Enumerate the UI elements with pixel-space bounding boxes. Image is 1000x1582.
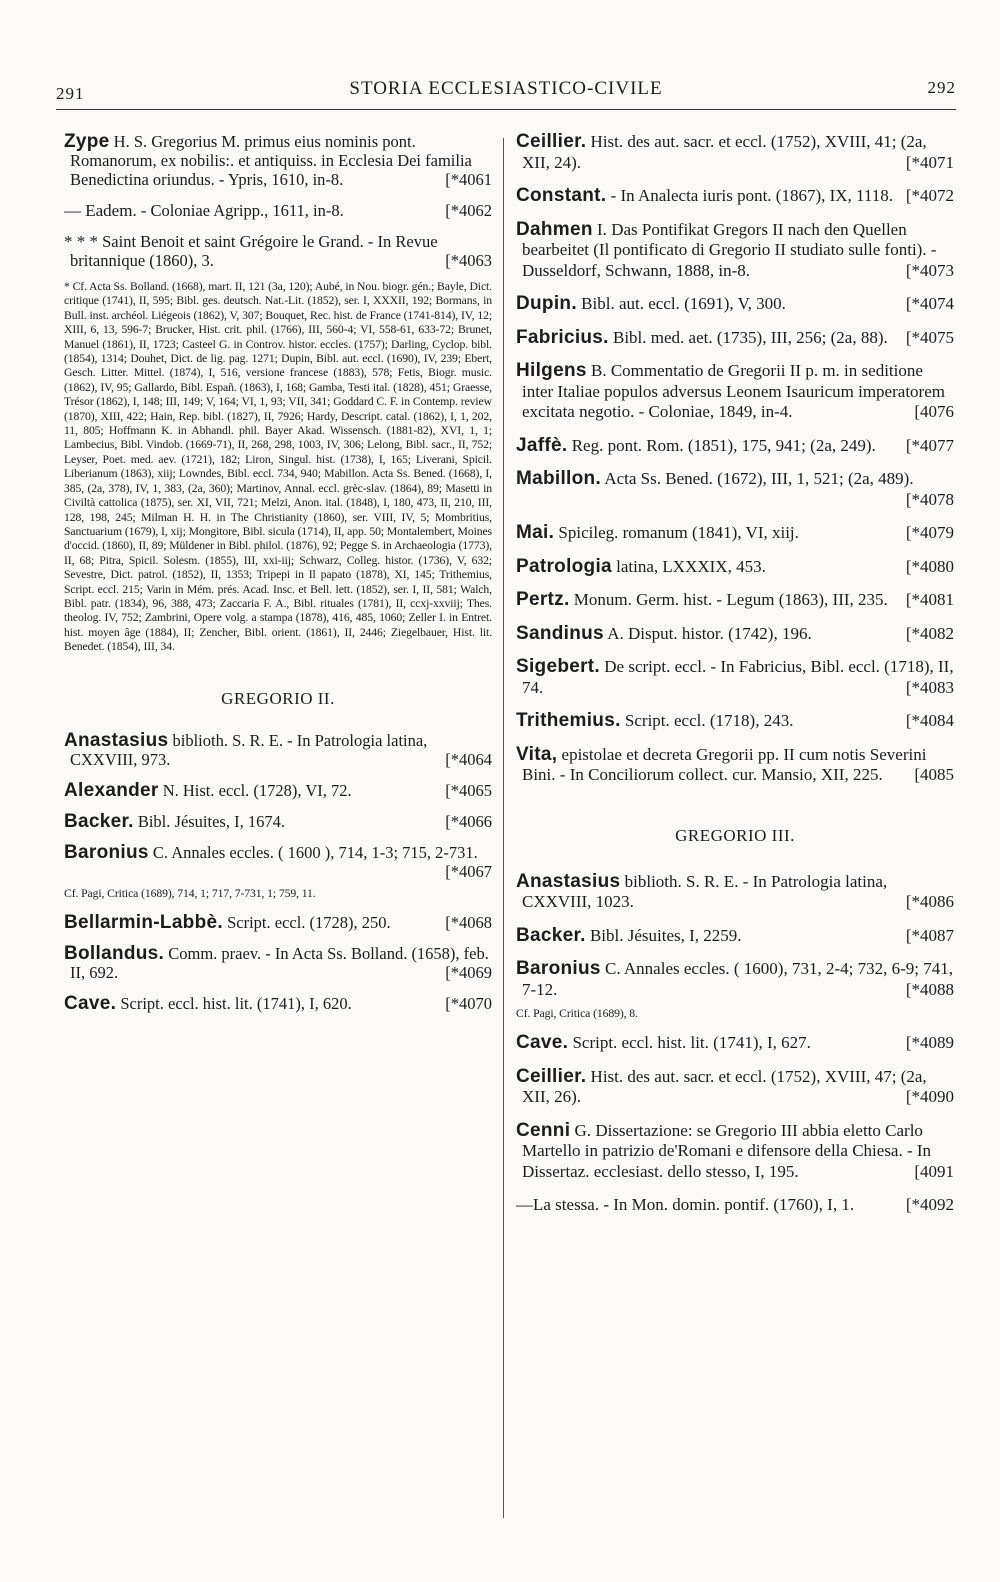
- entry-number: [*4068: [445, 912, 492, 932]
- note-pagi-right: Cf. Pagi, Critica (1689), 8.: [516, 1007, 638, 1020]
- entry-text: Script. eccl. (1718), 243.: [624, 711, 794, 730]
- entry-author: Baronius: [516, 958, 601, 979]
- page-number-right: 292: [927, 78, 956, 97]
- entry-author: Cave.: [64, 992, 117, 1014]
- bibliography-entry: [516, 926, 954, 947]
- entry-author: Constant.: [516, 185, 607, 206]
- entry-text: - Coloniae Agripp., 1611, in-8.: [140, 201, 344, 220]
- bibliography-entry: [516, 624, 954, 645]
- entry-text: Reg. pont. Rom. (1851), 175, 941; (2a, 249).: [571, 435, 876, 455]
- entry-text: Annales eccles. ( 1600 ), 714, 1-3; 715, 2-731.: [171, 842, 478, 862]
- bibliography-entry: [516, 1195, 954, 1216]
- section-heading-gregorio-ii: GREGORIO II.: [221, 688, 335, 708]
- entry-author: Dahmen: [516, 218, 593, 240]
- bibliography-entry: [516, 959, 954, 1000]
- entry-text: Monum. Germ. hist. - Legum (1863), III, 235.: [573, 590, 888, 609]
- entry-author: Mai.: [516, 522, 555, 543]
- entry-author: Jaffè.: [516, 434, 568, 456]
- entry-number: [*4063: [445, 251, 492, 270]
- bibliography-entry: [516, 186, 954, 207]
- entry-text: latina, LXXXIX, 453.: [616, 556, 766, 576]
- entry-number: [*4088: [905, 979, 954, 999]
- entry-number: [*4077: [905, 435, 954, 455]
- bibliography-entry: [516, 590, 954, 611]
- bibliography-entry: [516, 436, 954, 457]
- entry-author: Trithemius.: [516, 710, 621, 731]
- entry-number: [*4071: [905, 152, 954, 172]
- entry-author: Bollandus.: [64, 942, 165, 964]
- entry-number: [*4078: [905, 489, 954, 509]
- bibliography-entry: [64, 994, 492, 1013]
- entry-initials: C.: [605, 959, 621, 978]
- entry-author: * * *: [64, 232, 98, 251]
- entry-text: Hist. des aut. sacr. et eccl. (1752), XVIII, 47; (2a, XII, 26).: [522, 1066, 927, 1107]
- entry-number: [*4087: [905, 925, 954, 945]
- entry-author: Backer.: [516, 924, 586, 946]
- bibliography-entry: [64, 731, 492, 769]
- right-entries-3: [516, 1033, 954, 1216]
- entry-number: [*4080: [905, 556, 954, 576]
- section-heading-gregorio-iii: GREGORIO III.: [675, 825, 795, 845]
- entry-initials: A.: [607, 623, 624, 643]
- running-title: STORIA ECCLESIASTICO-CIVILE: [349, 78, 663, 99]
- entry-text: Bibl. Jésuites, I, 2259.: [589, 925, 742, 945]
- entry-author: Baronius: [64, 841, 149, 863]
- entry-number: [*4066: [445, 811, 492, 831]
- entry-number: [*4089: [905, 1033, 954, 1053]
- entry-author: Sandinus: [516, 622, 604, 644]
- entry-text: Bibl. med. aet. (1735), III, 256; (2a, 88).: [613, 327, 888, 347]
- entry-number: [*4069: [445, 962, 492, 982]
- entry-text: Acta Ss. Bened. (1672), III, 1, 521; (2a, 489).: [604, 469, 914, 488]
- entry-initials: N.: [162, 780, 179, 800]
- entry-text: Script. eccl. (1728), 250.: [227, 912, 391, 932]
- entry-number: [*4073: [905, 260, 954, 280]
- entry-number: [4076: [914, 402, 954, 421]
- entry-author: Anastasius: [516, 870, 621, 892]
- left-column: [64, 132, 492, 1025]
- entry-text: De script. eccl. - In Fabricius, Bibl. eccl. (1718), II, 74.: [522, 657, 954, 697]
- bibliography-entry: [516, 1033, 954, 1054]
- entry-author: Cenni: [516, 1119, 571, 1141]
- entry-text: Script. eccl. hist. lit. (1741), I, 620.: [120, 993, 352, 1013]
- entry-number: [4085: [914, 765, 954, 784]
- left-entries-2: [64, 731, 492, 881]
- entry-author: Zype: [64, 132, 110, 152]
- entry-text: Comm. praev. - In Acta Ss. Bolland. (1658), feb. II, 692.: [70, 943, 489, 982]
- right-entries-2: [516, 872, 954, 1001]
- entry-author: Vita,: [516, 743, 558, 765]
- entry-number: [*4064: [445, 749, 492, 769]
- bibliography-entry: [64, 132, 492, 189]
- bibliography-entry: [64, 944, 492, 982]
- entry-author: Ceillier.: [516, 132, 587, 152]
- entry-number: [*4065: [445, 780, 492, 800]
- entry-text: Das Pontifikat Gregors II nach den Quellen bearbeitet (Il pontificato di Gregorio II studiato sulle fonti). - Dusseldorf, Schwann, 1888, in-8.: [522, 219, 937, 280]
- entry-number: [*4075: [905, 327, 954, 347]
- entry-text: Script. eccl. hist. lit. (1741), I, 627.: [572, 1033, 811, 1053]
- entry-text: Bibl. Jésuites, I, 1674.: [137, 811, 285, 831]
- entry-text: Commentatio de Gregorii II p. m. in seditione inter Italiae populos adversus Leonem Isauricum imperatorem excitata negotio. - Coloniae, 1849, in-4.: [522, 361, 945, 421]
- bibliography-entry: [516, 1067, 954, 1108]
- entry-text: Saint Benoit et saint Grégoire le Grand. - In Revue britannique (1860), 3.: [70, 232, 438, 270]
- right-column: [516, 132, 954, 1229]
- bibliography-entry: [64, 843, 492, 881]
- bibliography-entry: [516, 132, 954, 173]
- entry-text: Disput. histor. (1742), 196.: [628, 623, 812, 643]
- entry-number: [*4086: [905, 892, 954, 911]
- entry-number: [*4083: [905, 677, 954, 697]
- entry-author: Ceillier.: [516, 1065, 587, 1087]
- entry-number: [4091: [914, 1161, 954, 1181]
- bibliography-entry: [516, 523, 954, 544]
- entry-author: Cave.: [516, 1032, 569, 1054]
- entry-number: [*4067: [445, 861, 492, 881]
- left-entries-3: [64, 913, 492, 1013]
- entry-author: — Eadem.: [64, 201, 137, 220]
- entry-author: Fabricius.: [516, 326, 609, 348]
- bibliography-entry: [64, 781, 492, 800]
- bibliography-entry: [516, 657, 954, 698]
- entry-text: biblioth. S. R. E. - In Patrologia latina, CXXVIII, 1023.: [522, 871, 888, 911]
- entry-number: [*4092: [905, 1195, 954, 1215]
- bibliography-entry: [516, 872, 954, 913]
- entry-author: Hilgens: [516, 360, 587, 381]
- entry-text: biblioth. S. R. E. - In Patrologia latina, CXXVIII, 973.: [70, 730, 428, 769]
- entry-initials: G.: [574, 1120, 592, 1140]
- right-entries-1: [516, 132, 954, 786]
- entry-text: epistolae et decreta Gregorii pp. II cum notis Severini Bini. - In Conciliorum collect. cur. Mansio, XII, 225.: [522, 744, 927, 784]
- bibliography-entry: [516, 711, 954, 732]
- page-number-left: 291: [56, 84, 85, 103]
- entry-initials: I.: [597, 219, 607, 239]
- entry-author: Bellarmin-Labbè.: [64, 911, 223, 933]
- entry-number: [*4061: [445, 170, 492, 189]
- bibliography-entry: [516, 328, 954, 349]
- entry-number: [*4081: [905, 590, 954, 609]
- entry-text: Spicileg. romanum (1841), VI, xiij.: [558, 523, 799, 542]
- note-pagi-left: Cf. Pagi, Critica (1689), 714, 1; 717, 7-731, 1; 759, 11.: [64, 886, 316, 900]
- entry-initials: B.: [590, 361, 607, 380]
- entry-author: Sigebert.: [516, 656, 600, 677]
- entry-author: Patrologia: [516, 555, 612, 577]
- entry-text: Annales eccles. ( 1600), 731, 2-4; 732, 6-9; 741, 7-12.: [522, 959, 953, 999]
- bibliography-entry: [64, 812, 492, 831]
- entry-text: Hist. eccl. (1728), VI, 72.: [182, 780, 352, 800]
- entry-author: Anastasius: [64, 729, 169, 751]
- entry-author: Mabillon.: [516, 468, 602, 489]
- header-rule: [56, 109, 956, 110]
- entry-author: Alexander: [64, 779, 159, 801]
- column-divider: [503, 138, 504, 1518]
- bibliography-entry: [516, 220, 954, 282]
- entry-author: Pertz.: [516, 589, 570, 610]
- entry-initials: H.: [113, 132, 130, 151]
- entry-number: [*4079: [905, 523, 954, 542]
- bibliography-entry: [516, 1121, 954, 1183]
- left-entries-1: [64, 132, 492, 270]
- entry-number: [*4070: [445, 993, 492, 1013]
- entry-number: [*4074: [905, 294, 954, 313]
- bibliography-entry: [516, 294, 954, 315]
- entry-author: Backer.: [64, 810, 134, 832]
- entry-number: [*4072: [905, 186, 954, 205]
- entry-author: Dupin.: [516, 293, 577, 314]
- entry-text: Hist. des aut. sacr. et eccl. (1752), XVIII, 41; (2a, XII, 24).: [522, 132, 927, 172]
- entry-author: —La stessa.: [516, 1195, 600, 1215]
- running-header: [56, 78, 956, 106]
- entry-text: Dissertazione: se Gregorio III abbia eletto Carlo Martello in patrizio de'Romani e difensore della Chiesa. - In Dissertaz. ecclesiast. dello stesso, I, 195.: [522, 1120, 932, 1181]
- entry-text: S. Gregorius M. primus eius nominis pont. Romanorum, ex nobilis:. et antiquiss. in Ecclesia Dei familia Benedictina oriundus. - Ypris, 1610, in-8.: [70, 132, 472, 189]
- bibliography-entry: [516, 469, 954, 510]
- bibliography-entry: [64, 232, 492, 270]
- entry-text: - In Mon. domin. pontif. (1760), I, 1.: [603, 1195, 855, 1215]
- entry-text: - In Analecta iuris pont. (1867), IX, 1118.: [610, 186, 894, 205]
- entry-initials: C.: [152, 842, 169, 862]
- bibliography-entry: [516, 745, 954, 786]
- entry-number: [*4062: [445, 201, 492, 220]
- bibliography-entry: [516, 557, 954, 578]
- entry-number: [*4082: [905, 623, 954, 643]
- entry-number: [*4090: [905, 1087, 954, 1107]
- footnote-gregorio-i: * Cf. Acta Ss. Bolland. (1668), mart. II, 121 (3a, 120); Aubé, in Nou. biogr. gén.; Bayle, Dict. critique (1741), II, 595; Bibl. ges. deutsch. Nat.-Lit. (1852), ser. I, XXXII, 192; Bormans, in Bull. inst. archéol. Liégeois (1862), V, 307; Bouquet, Rec. hist. de France (1741-814), IV, 12; XIII, 6, 13, 596-7; Brucker, Hist. crit. phil. (1766), III, 560-4; VI, 558-61, 633-72; Brunet, Manuel (1861), II, 1723; Casteel G. in Controv. histor. eccles. (1757); Darling, Cyclop. bibl. (1854), 1314; Douhet, Dict. de lig. pag. 1271; Dupin, Bibl. aut. eccl. (1690), IV, 239; Ebert, Gesch. Litter. Mittel. (1874), I, 516, versione francese (1883), 578; Fetis, Biogr. music. (1862), IV, 95; Gallardo, Bibl. Españ. (1863), I, 168; Gamba, Testi ital. (1828), 451; Graesse, Trésor (1862), I, 148; III, 149; V, 164; VI, 1, 93; VII, 341; Goddard C. F. in Contemp. review (1870), XIII, 422; Hain, Rep. bibl. (1827), II, 7926; Hardy, Descript. catal. (1862), I, 1, 202, 11, 805; Hoffmann K. in Abhandl. phil. Bayer Akad. Wissensch. (1881-82), XVI, 1, 1; Lambecius, Bibl. Vindob. (1669-71), II, 268, 298, 1003, IV, 306; Lelong, Bibl. sacr., II, 752; Leyser, Poet. med. aev. (1721), 182; Liron, Singul. hist. (1738), I, 165; Liverani, Spicil. Liberianum (1863), xiij; Lowndes, Bibl. eccl. 734, 940; Mabillon. Acta Ss. Bened. (1668), I, 385, (2a, 378), IV, 1, 383, (2a, 360); Martinov, Annal. eccl. grèc-slav. (1864), 89; Masetti in Civiltà cattolica (1875), ser. XI, VII, 721; Melzi, Anon. ital. (1848), I, 180, 473, II, 210, III, 128, 198, 245; Milman H. H. in The Christianity (1860), ser. VIII, IV, 5; Mombritius, Sanctuarium (1679), I, xij; Mongitore, Bibl. sicula (1714), II, app. 50; Montalembert, Moines d'occid. (1860), II, 89; Müldener in Bibl. philol. (1876), 92; Pegge S. in Archaeologia (1773), II, 68; Pitra, Spicil. Solesm. (1855), III, xxi-iij; Schwarz, Colleg. histor. (1736), V, 632; Sevestre, Dict. patrol. (1852), II, 1353; Tripepi in Il papato (1878), XI, 145; Trithemius, Script. eccl. 215; Varin in Mém. prés. Acad. Insc. et Bell. lett. (1852), ser. I, II, 581; Walch, Bibl. patr. (1834), 96, 388, 473; Zaccaria F. A., Bibl. rituales (1781), II, ccxj-xxviij; Thes. theolog. IV, 752; Zambrini, Opere volg. a stampa (1878), 416, 485, 1060; Zeller I. in Entret. hist. moyen âge (1884), II; Zencher, Bibl. orient. (1861), II, 2446; Ziegelbauer, Hist. lit. Benedet. (1854), III, 34.: [64, 280, 492, 654]
- bibliography-entry: [64, 201, 492, 220]
- bibliography-entry: [64, 913, 492, 932]
- entry-number: [*4084: [905, 711, 954, 730]
- entry-text: Bibl. aut. eccl. (1691), V, 300.: [581, 294, 786, 313]
- bibliography-entry: [516, 361, 954, 423]
